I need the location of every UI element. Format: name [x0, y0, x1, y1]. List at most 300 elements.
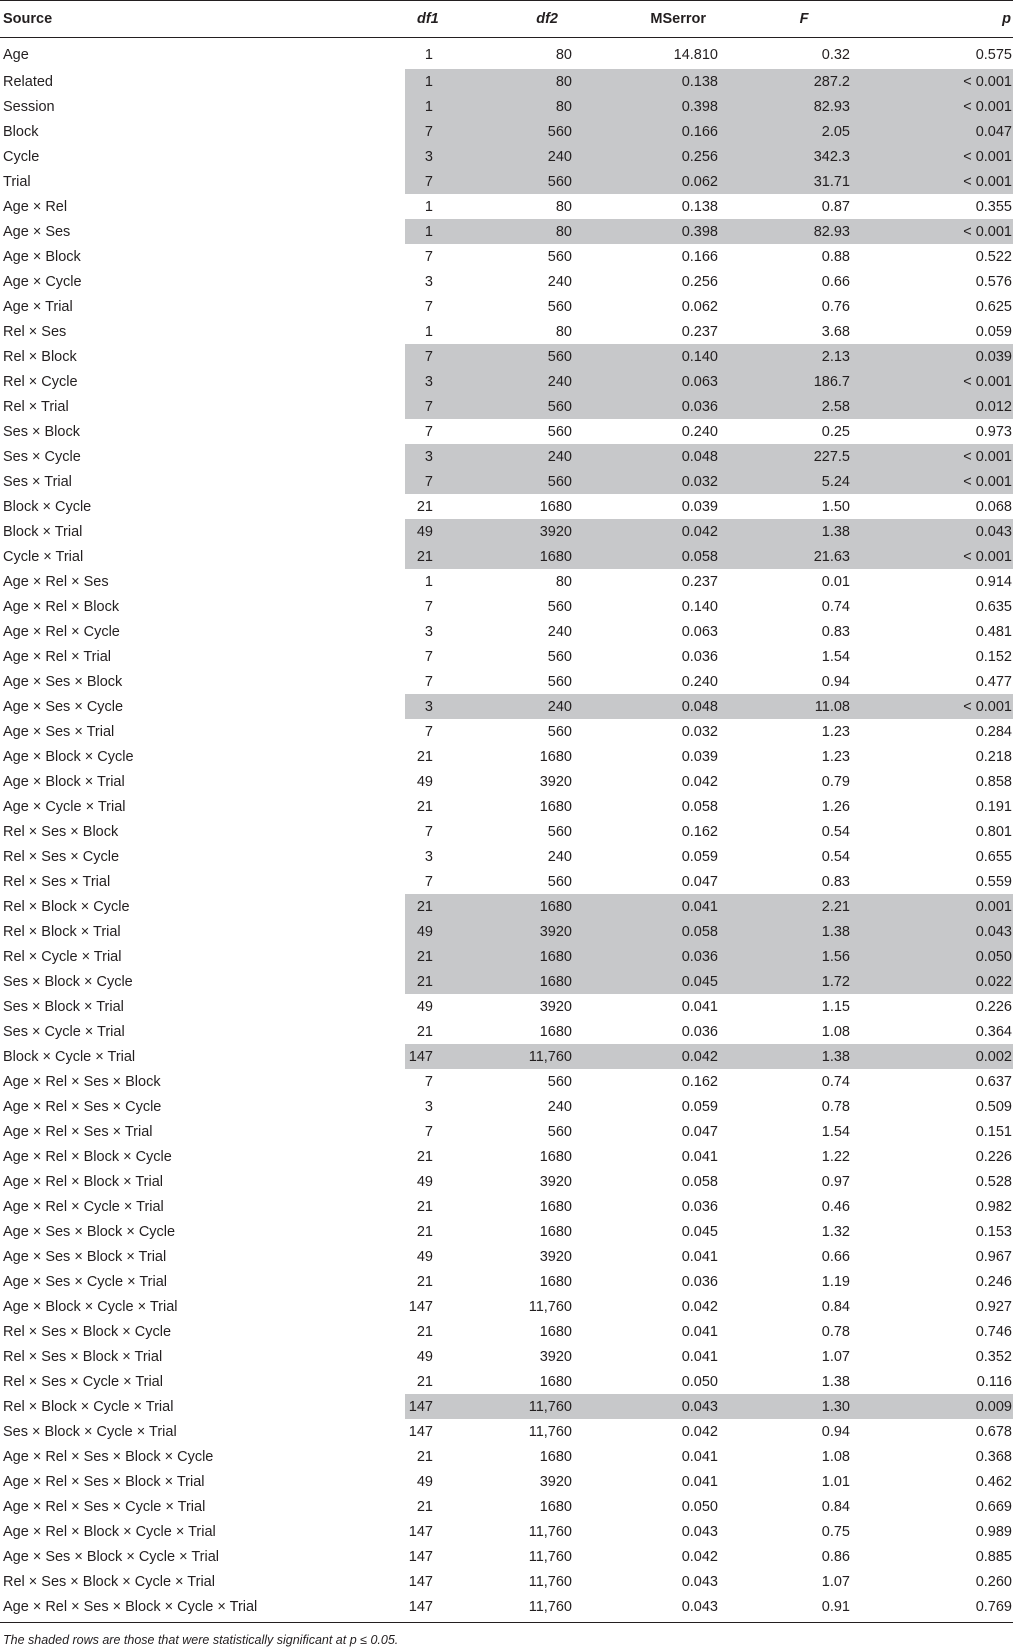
cell-mserror: 0.063	[572, 369, 718, 394]
cell-source: Ses × Cycle	[3, 448, 81, 465]
table-row	[0, 944, 1013, 969]
footnote-text: The shaded rows are those that were statistically significant at p ≤ 0.05.	[3, 1633, 399, 1647]
cell-f: 0.66	[821, 1248, 850, 1265]
cell-df1: 21	[416, 1223, 433, 1240]
cell-p: 0.625	[975, 298, 1012, 315]
cell-df1: 1	[424, 323, 433, 340]
cell-source: Ses × Block	[3, 423, 80, 440]
table-row	[0, 994, 1013, 1019]
cell-f: 0.84	[821, 1498, 850, 1515]
cell-source: Rel × Cycle	[3, 373, 78, 390]
cell-df1: 21	[416, 1323, 433, 1340]
table-row	[0, 1319, 1013, 1344]
cell-df2: 240	[433, 694, 572, 719]
cell-p: 0.637	[975, 1073, 1012, 1090]
cell-df1: 3	[424, 623, 433, 640]
cell-mserror: 0.140	[572, 344, 718, 369]
cell-mserror: 0.041	[681, 1323, 718, 1340]
cell-mserror: 0.047	[681, 1123, 718, 1140]
cell-f: 1.50	[821, 498, 850, 515]
table-row	[0, 1594, 1013, 1623]
cell-source: Age × Trial	[3, 298, 73, 315]
table-row	[0, 319, 1013, 344]
cell-mserror: 0.043	[681, 1523, 718, 1540]
cell-df1: 7	[424, 873, 433, 890]
table-row	[0, 1244, 1013, 1269]
cell-df1: 7	[424, 1123, 433, 1140]
cell-f: 0.79	[821, 773, 850, 790]
cell-source: Rel × Cycle × Trial	[3, 948, 122, 965]
cell-df2: 1680	[433, 544, 572, 569]
cell-mserror: 0.398	[572, 94, 718, 119]
cell-mserror: 0.162	[681, 823, 718, 840]
cell-f: 0.74	[821, 598, 850, 615]
cell-df2: 240	[547, 273, 572, 290]
cell-df2: 11,760	[433, 1594, 572, 1623]
cell-source: Block × Cycle × Trial	[3, 1048, 136, 1065]
cell-source: Rel × Ses × Cycle × Trial	[3, 1373, 163, 1390]
cell-p: 0.284	[975, 723, 1012, 740]
table-row	[0, 1519, 1013, 1544]
cell-f: 0.74	[821, 1073, 850, 1090]
cell-df1: 21	[416, 1448, 433, 1465]
cell-source: Age × Cycle	[3, 273, 82, 290]
cell-df2: 80	[555, 323, 572, 340]
cell-df1: 1	[405, 219, 433, 244]
cell-mserror: 0.140	[681, 598, 718, 615]
cell-source: Age × Block × Cycle	[3, 748, 134, 765]
cell-mserror: 14.810	[673, 47, 718, 63]
cell-df2: 1680	[539, 1323, 572, 1340]
cell-df1: 21	[416, 748, 433, 765]
cell-source: Age × Rel × Trial	[3, 648, 111, 665]
cell-df2: 3920	[539, 998, 572, 1015]
cell-df2: 560	[547, 248, 572, 265]
cell-f: 342.3	[718, 144, 850, 169]
table-row	[0, 1294, 1013, 1319]
cell-df2: 80	[555, 198, 572, 215]
cell-mserror: 0.036	[572, 944, 718, 969]
cell-mserror: 0.045	[681, 1223, 718, 1240]
cell-p: 0.746	[975, 1323, 1012, 1340]
cell-mserror: 0.050	[681, 1373, 718, 1390]
cell-mserror: 0.041	[681, 1148, 718, 1165]
table-row	[0, 1194, 1013, 1219]
cell-p: 0.368	[975, 1448, 1012, 1465]
cell-p: < 0.001	[850, 544, 1013, 569]
cell-df1: 7	[424, 1073, 433, 1090]
cell-df2: 1680	[433, 944, 572, 969]
cell-df2: 560	[547, 673, 572, 690]
cell-mserror: 0.058	[572, 544, 718, 569]
cell-f: 1.54	[821, 648, 850, 665]
cell-p: 0.967	[975, 1248, 1012, 1265]
cell-mserror: 0.047	[681, 873, 718, 890]
cell-df2: 3920	[539, 1173, 572, 1190]
cell-df2: 240	[547, 848, 572, 865]
cell-f: 2.58	[718, 394, 850, 419]
table-row	[0, 619, 1013, 644]
cell-source: Rel × Ses × Trial	[3, 873, 111, 890]
cell-p: < 0.001	[850, 169, 1013, 194]
cell-source: Block × Cycle	[3, 498, 92, 515]
table-row	[0, 744, 1013, 769]
cell-p: 0.635	[975, 598, 1012, 615]
cell-df2: 240	[547, 623, 572, 640]
table-row	[0, 794, 1013, 819]
cell-mserror: 0.240	[681, 423, 718, 440]
cell-f: 11.08	[718, 694, 850, 719]
table-row	[0, 1169, 1013, 1194]
cell-p: 0.769	[850, 1594, 1013, 1623]
cell-p: 0.669	[975, 1498, 1012, 1515]
cell-f: 1.32	[821, 1223, 850, 1240]
cell-mserror: 0.043	[681, 1573, 718, 1590]
table-row	[0, 469, 1013, 494]
cell-source: Rel × Ses × Block	[3, 823, 119, 840]
cell-p: 0.218	[975, 748, 1012, 765]
table-row	[0, 819, 1013, 844]
cell-df1: 7	[424, 298, 433, 315]
cell-source: Cycle × Trial	[3, 548, 84, 565]
cell-f: 1.19	[821, 1273, 850, 1290]
cell-p: 0.364	[975, 1023, 1012, 1040]
cell-f: 1.38	[718, 919, 850, 944]
cell-p: 0.927	[975, 1298, 1012, 1315]
cell-p: 0.226	[975, 998, 1012, 1015]
cell-df1: 21	[416, 1023, 433, 1040]
cell-p: 0.246	[975, 1273, 1012, 1290]
cell-p: < 0.001	[850, 219, 1013, 244]
cell-df2: 11,760	[528, 1423, 572, 1440]
cell-df2: 1680	[539, 798, 572, 815]
table-row	[0, 144, 1013, 169]
cell-mserror: 0.138	[572, 69, 718, 94]
table-row	[0, 694, 1013, 719]
header-source: Source	[0, 1, 405, 38]
cell-p: 0.068	[975, 498, 1012, 515]
cell-df2: 3920	[539, 1248, 572, 1265]
cell-df1: 1	[424, 573, 433, 590]
cell-df2: 560	[547, 1073, 572, 1090]
cell-f: 1.30	[718, 1394, 850, 1419]
cell-df1: 147	[408, 1573, 433, 1590]
cell-mserror: 0.041	[681, 1448, 718, 1465]
cell-f: 2.13	[718, 344, 850, 369]
cell-mserror: 0.058	[572, 919, 718, 944]
cell-f: 1.23	[821, 748, 850, 765]
cell-source: Age × Block × Cycle × Trial	[3, 1298, 178, 1315]
cell-df2: 80	[555, 47, 572, 63]
cell-f: 5.24	[718, 469, 850, 494]
cell-source: Age × Rel × Ses × Block × Trial	[3, 1473, 205, 1490]
cell-mserror: 0.059	[681, 848, 718, 865]
cell-p: 0.352	[975, 1348, 1012, 1365]
cell-df2: 560	[433, 394, 572, 419]
cell-df1: 49	[416, 1348, 433, 1365]
table-row	[0, 669, 1013, 694]
cell-f: 0.76	[821, 298, 850, 315]
cell-p: 0.678	[975, 1423, 1012, 1440]
cell-f: 3.68	[821, 323, 850, 340]
cell-f: 0.97	[821, 1173, 850, 1190]
table-row	[0, 1394, 1013, 1419]
cell-source: Ses × Trial	[3, 473, 72, 490]
cell-f: 227.5	[718, 444, 850, 469]
cell-f: 0.87	[821, 198, 850, 215]
table-header-row	[0, 1, 1013, 38]
cell-source: Session	[3, 98, 55, 115]
cell-p: 0.858	[975, 773, 1012, 790]
table-row	[0, 194, 1013, 219]
cell-f: 0.94	[821, 1423, 850, 1440]
cell-source: Rel × Ses × Cycle	[3, 848, 120, 865]
cell-source: Age	[3, 47, 29, 63]
cell-df2: 1680	[539, 498, 572, 515]
cell-df1: 147	[408, 1548, 433, 1565]
table-row	[0, 119, 1013, 144]
cell-df1: 21	[405, 969, 433, 994]
cell-df1: 3	[405, 444, 433, 469]
table-row	[0, 419, 1013, 444]
cell-source: Ses × Block × Trial	[3, 998, 124, 1015]
cell-df1: 147	[405, 1594, 433, 1623]
cell-df1: 3	[405, 144, 433, 169]
cell-source: Age × Ses × Trial	[3, 723, 115, 740]
table-row	[0, 94, 1013, 119]
cell-p: 0.509	[975, 1098, 1012, 1115]
cell-source: Age × Rel × Ses	[3, 573, 109, 590]
cell-p: 0.226	[975, 1148, 1012, 1165]
cell-df1: 3	[405, 694, 433, 719]
cell-p: 0.522	[975, 248, 1012, 265]
cell-p: < 0.001	[850, 144, 1013, 169]
table-row	[0, 569, 1013, 594]
table-row	[0, 769, 1013, 794]
cell-p: 0.559	[975, 873, 1012, 890]
cell-source: Age × Rel × Block × Cycle × Trial	[3, 1523, 216, 1540]
cell-p: 0.801	[975, 823, 1012, 840]
cell-p: 0.914	[975, 573, 1012, 590]
cell-df1: 7	[424, 823, 433, 840]
cell-p: 0.481	[975, 623, 1012, 640]
cell-df1: 49	[405, 519, 433, 544]
cell-df1: 21	[416, 1273, 433, 1290]
cell-source: Age × Rel × Block × Trial	[3, 1173, 163, 1190]
cell-df2: 560	[547, 873, 572, 890]
header-df1: df1	[405, 1, 433, 38]
cell-df2: 11,760	[433, 1394, 572, 1419]
table-body	[0, 38, 1013, 1623]
cell-mserror: 0.063	[681, 623, 718, 640]
cell-mserror: 0.237	[681, 573, 718, 590]
cell-df1: 7	[405, 119, 433, 144]
cell-mserror: 0.062	[681, 298, 718, 315]
cell-df1: 7	[405, 169, 433, 194]
table-row	[0, 394, 1013, 419]
cell-df2: 560	[433, 469, 572, 494]
table-row	[0, 1569, 1013, 1594]
cell-f: 1.72	[718, 969, 850, 994]
cell-f: 1.01	[821, 1473, 850, 1490]
table-row	[0, 594, 1013, 619]
cell-p: < 0.001	[850, 444, 1013, 469]
cell-df2: 1680	[433, 969, 572, 994]
cell-df2: 11,760	[528, 1548, 572, 1565]
cell-df1: 21	[405, 894, 433, 919]
cell-source: Trial	[3, 173, 31, 190]
cell-df2: 3920	[539, 1348, 572, 1365]
cell-mserror: 0.042	[681, 1548, 718, 1565]
cell-mserror: 0.058	[681, 798, 718, 815]
cell-f: 1.54	[821, 1123, 850, 1140]
cell-p: 0.153	[975, 1223, 1012, 1240]
cell-p: < 0.001	[850, 94, 1013, 119]
cell-f: 1.38	[718, 519, 850, 544]
cell-df1: 147	[405, 1394, 433, 1419]
cell-df1: 49	[405, 919, 433, 944]
cell-df2: 1680	[539, 1273, 572, 1290]
cell-df1: 49	[416, 998, 433, 1015]
table-row	[0, 1019, 1013, 1044]
cell-p: 0.982	[975, 1198, 1012, 1215]
cell-p: 0.528	[975, 1173, 1012, 1190]
cell-p: 0.355	[975, 198, 1012, 215]
cell-df2: 11,760	[528, 1523, 572, 1540]
cell-source: Rel × Block × Cycle	[3, 898, 130, 915]
cell-mserror: 0.050	[681, 1498, 718, 1515]
cell-mserror: 0.048	[572, 694, 718, 719]
cell-df1: 21	[416, 498, 433, 515]
header-df2: df2	[433, 1, 572, 38]
cell-f: 0.75	[821, 1523, 850, 1540]
cell-source: Age × Cycle × Trial	[3, 798, 126, 815]
cell-p: < 0.001	[850, 69, 1013, 94]
cell-p: 0.655	[975, 848, 1012, 865]
cell-df1: 3	[424, 273, 433, 290]
cell-p: 0.022	[850, 969, 1013, 994]
cell-source: Age × Ses × Cycle × Trial	[3, 1273, 168, 1290]
cell-f: 1.38	[718, 1044, 850, 1069]
cell-mserror: 0.240	[681, 673, 718, 690]
cell-f: 0.91	[718, 1594, 850, 1623]
cell-df2: 1680	[539, 1148, 572, 1165]
cell-f: 0.25	[821, 423, 850, 440]
cell-df1: 7	[424, 598, 433, 615]
cell-mserror: 0.048	[572, 444, 718, 469]
cell-source: Age × Ses × Block	[3, 673, 123, 690]
cell-mserror: 0.138	[681, 198, 718, 215]
cell-p: 0.576	[975, 273, 1012, 290]
cell-mserror: 0.058	[681, 1173, 718, 1190]
table-row	[0, 869, 1013, 894]
cell-source: Age × Rel × Ses × Block	[3, 1073, 161, 1090]
cell-f: 0.94	[821, 673, 850, 690]
cell-df2: 560	[547, 1123, 572, 1140]
table-row	[0, 1344, 1013, 1369]
cell-source: Age × Ses × Block × Cycle × Trial	[3, 1548, 219, 1565]
cell-df2: 560	[547, 423, 572, 440]
cell-f: 1.15	[821, 998, 850, 1015]
cell-df2: 1680	[539, 1448, 572, 1465]
table-row	[0, 1069, 1013, 1094]
table-row	[0, 1544, 1013, 1569]
cell-df1: 7	[424, 423, 433, 440]
table-row	[0, 544, 1013, 569]
cell-f: 2.21	[718, 894, 850, 919]
cell-f: 0.83	[821, 873, 850, 890]
cell-p: 0.009	[850, 1394, 1013, 1419]
cell-p: 0.973	[975, 423, 1012, 440]
cell-df2: 240	[433, 369, 572, 394]
cell-source: Age × Rel × Cycle	[3, 623, 120, 640]
cell-mserror: 0.036	[681, 1198, 718, 1215]
cell-df2: 1680	[539, 748, 572, 765]
cell-df2: 240	[547, 1098, 572, 1115]
cell-df1: 49	[416, 1248, 433, 1265]
table-row	[0, 894, 1013, 919]
cell-source: Cycle	[3, 148, 40, 165]
cell-df1: 7	[405, 469, 433, 494]
table-row	[0, 1444, 1013, 1469]
cell-source: Age × Ses × Cycle	[3, 698, 124, 715]
table-row	[0, 1119, 1013, 1144]
table-row	[0, 644, 1013, 669]
table-footnote	[3, 1633, 398, 1647]
cell-df1: 21	[416, 1373, 433, 1390]
cell-df2: 1680	[539, 1498, 572, 1515]
cell-f: 0.78	[821, 1323, 850, 1340]
cell-df2: 560	[433, 344, 572, 369]
cell-mserror: 0.237	[681, 323, 718, 340]
table-row	[0, 1269, 1013, 1294]
cell-df2: 1680	[539, 1198, 572, 1215]
cell-df2: 11,760	[528, 1573, 572, 1590]
cell-p: 0.059	[975, 323, 1012, 340]
cell-df1: 21	[416, 1198, 433, 1215]
cell-f: 1.56	[718, 944, 850, 969]
cell-mserror: 0.042	[681, 1423, 718, 1440]
table-row	[0, 369, 1013, 394]
cell-source: Ses × Cycle × Trial	[3, 1023, 125, 1040]
cell-source: Rel × Ses × Block × Trial	[3, 1348, 163, 1365]
cell-df1: 1	[405, 94, 433, 119]
cell-mserror: 0.059	[681, 1098, 718, 1115]
cell-df2: 560	[547, 298, 572, 315]
cell-source: Age × Rel × Block × Cycle	[3, 1148, 172, 1165]
cell-df2: 11,760	[528, 1298, 572, 1315]
cell-p: 0.477	[975, 673, 1012, 690]
cell-f: 0.78	[821, 1098, 850, 1115]
cell-df1: 49	[416, 1173, 433, 1190]
cell-f: 2.05	[718, 119, 850, 144]
table-row	[0, 219, 1013, 244]
cell-df2: 1680	[539, 1223, 572, 1240]
cell-df1: 7	[405, 394, 433, 419]
cell-f: 1.08	[821, 1023, 850, 1040]
cell-p: 0.043	[850, 519, 1013, 544]
table-row	[0, 1044, 1013, 1069]
cell-source: Rel × Block	[3, 348, 77, 365]
cell-source: Age × Rel × Block	[3, 598, 120, 615]
cell-source: Block × Trial	[3, 523, 83, 540]
cell-mserror: 0.036	[681, 1273, 718, 1290]
cell-source: Age × Rel × Ses × Cycle × Trial	[3, 1498, 206, 1515]
cell-mserror: 0.041	[681, 1248, 718, 1265]
cell-mserror: 0.166	[572, 119, 718, 144]
cell-p: 0.116	[976, 1373, 1012, 1390]
cell-df2: 560	[547, 648, 572, 665]
